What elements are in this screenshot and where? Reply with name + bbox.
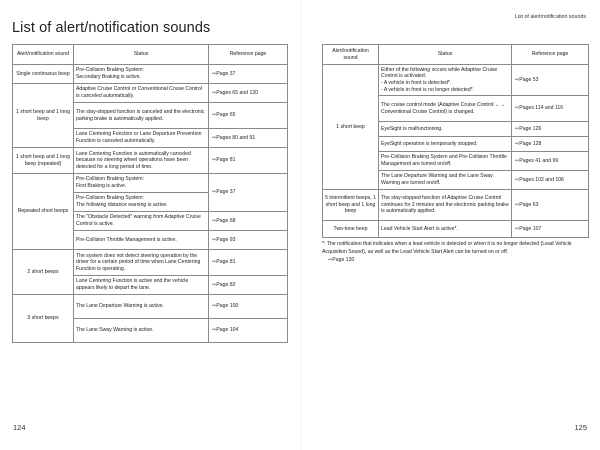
- right-page: [300, 0, 600, 450]
- table-row: [13, 84, 288, 103]
- sound-cell: 1 short beep: [323, 65, 379, 190]
- reference-link[interactable]: ⇨Page 81: [209, 250, 288, 276]
- table-row: [323, 221, 589, 238]
- table-row: [13, 250, 288, 276]
- reference-link[interactable]: ⇨Pages 41 and 99: [512, 152, 589, 171]
- table-row: [13, 174, 288, 193]
- reference-link[interactable]: ⇨Pages 80 and 91: [209, 129, 288, 148]
- status-cell: Pre-Collision Braking System: First Braking is active.: [74, 174, 209, 193]
- reference-link[interactable]: ⇨Page 107: [512, 221, 589, 238]
- sound-cell: Repeated short beeps: [13, 174, 74, 250]
- reference-link[interactable]: ⇨Page 81: [209, 148, 288, 174]
- reference-link[interactable]: ⇨Pages 114 and 116: [512, 96, 589, 122]
- reference-link[interactable]: ⇨Page 126: [512, 122, 589, 137]
- alert-sounds-table-right: [322, 44, 589, 238]
- column-header-status: Status: [74, 45, 209, 65]
- table-row: [323, 65, 589, 96]
- column-header-sound: Alert/notification sound: [323, 45, 379, 65]
- status-cell: Lane Centering Function is automatically canceled because no steering wheel operations have been detected for a long period of time.: [74, 148, 209, 174]
- alert-sounds-table-left: [12, 44, 288, 343]
- status-cell: The stay-stopped function of Adaptive Cruise Control continues for 2 minutes and the electronic parking brake is automatically applied.: [379, 190, 512, 221]
- page-number-left: 124: [13, 423, 26, 432]
- table-header-row: [13, 45, 288, 65]
- status-cell: The system does not detect steering operation by the driver for a certain period of time when Lane Centering Function is operating.: [74, 250, 209, 276]
- column-header-status: Status: [379, 45, 512, 65]
- status-cell: Lane Centering Function or Lane Departure Prevention Function is canceled automatically.: [74, 129, 209, 148]
- status-cell: Pre-Collision Braking System: The following distance warning is active.: [74, 193, 209, 212]
- status-cell: The cruise control mode (Adaptive Cruise Control ←→ Conventional Cruise Control) is changed.: [379, 96, 512, 122]
- status-cell: Either of the following occurs while Adaptive Cruise Control is activated. - A vehicle in front is detected*. - A vehicle in front is no longer detected*.: [379, 65, 512, 96]
- sound-cell: 1 short beep and 1 long beep (repeated): [13, 148, 74, 174]
- reference-link[interactable]: ⇨Pages 102 and 106: [512, 171, 589, 190]
- status-cell: The Lane Sway Warning is active.: [74, 319, 209, 343]
- reference-link[interactable]: ⇨Page 100: [209, 295, 288, 319]
- status-cell: The "Obstacle Detected" warning from Adaptive Cruise Control is active.: [74, 212, 209, 231]
- reference-link[interactable]: ⇨Page 37: [209, 65, 288, 84]
- table-row: [13, 65, 288, 84]
- status-cell: Adaptive Cruise Control or Conventional Cruise Control is canceled automatically.: [74, 84, 209, 103]
- sound-cell: 1 short beep and 1 long beep: [13, 84, 74, 148]
- column-header-reference: Reference page: [512, 45, 589, 65]
- column-header-sound: Alert/notification sound: [13, 45, 74, 65]
- table-row: [13, 148, 288, 174]
- table-header-row: [323, 45, 589, 65]
- status-cell: The Lane Departure Warning and the Lane Sway Warning are turned on/off.: [379, 171, 512, 190]
- sound-cell: Two-tone beep: [323, 221, 379, 238]
- page-title: List of alert/notification sounds: [12, 20, 211, 36]
- running-head: List of alert/notification sounds: [514, 14, 586, 20]
- status-cell: The Lane Departure Warning is active.: [74, 295, 209, 319]
- status-cell: Pre-Collision Braking System: Secondary Braking is active.: [74, 65, 209, 84]
- sound-cell: 2 short beeps: [13, 250, 74, 295]
- status-cell: The stay-stopped function is canceled and the electronic parking brake is automatically applied.: [74, 103, 209, 129]
- reference-link[interactable]: ⇨Page 37: [209, 174, 288, 212]
- reference-link[interactable]: ⇨Page 53: [512, 65, 589, 96]
- status-cell: Pre-Collision Braking System and Pre-Collision Throttle Management are turned on/off.: [379, 152, 512, 171]
- reference-link[interactable]: ⇨Page 65: [209, 103, 288, 129]
- reference-link[interactable]: ⇨Page 63: [512, 190, 589, 221]
- reference-link[interactable]: ⇨Page 128: [512, 137, 589, 152]
- status-cell: Pre-Collision Throttle Management is active.: [74, 231, 209, 250]
- column-header-reference: Reference page: [209, 45, 288, 65]
- sound-cell: 5 intermittent beeps, 1 short beep and 1 long beep: [323, 190, 379, 221]
- footnote: [322, 241, 588, 265]
- reference-link[interactable]: ⇨Page 82: [209, 276, 288, 295]
- reference-link[interactable]: ⇨Page 104: [209, 319, 288, 343]
- sound-cell: Single continuous beep: [13, 65, 74, 84]
- reference-link[interactable]: ⇨Page 93: [209, 231, 288, 250]
- table-row: [323, 190, 589, 221]
- page-number-right: 125: [574, 423, 587, 432]
- status-cell: EyeSight operation is temporarily stopped.: [379, 137, 512, 152]
- status-cell: Lead Vehicle Start Alert is active*.: [379, 221, 512, 238]
- reference-link[interactable]: ⇨Page 68: [209, 212, 288, 231]
- footnote-reference-link[interactable]: ⇨Page 130: [328, 256, 355, 263]
- footnote-text: *: The notification that indicates when a lead vehicle is detected or when it is no longer detected (Lead Vehicle Acquisition Sound), as well as the Lead Vehicle Start Alert can be turned on or off.: [322, 241, 572, 255]
- status-cell: EyeSight is malfunctioning.: [379, 122, 512, 137]
- sound-cell: 3 short beeps: [13, 295, 74, 343]
- status-cell: Lane Centering Function is active and the vehicle appears likely to depart the lane.: [74, 276, 209, 295]
- reference-link[interactable]: ⇨Pages 65 and 120: [209, 84, 288, 103]
- table-row: [13, 295, 288, 319]
